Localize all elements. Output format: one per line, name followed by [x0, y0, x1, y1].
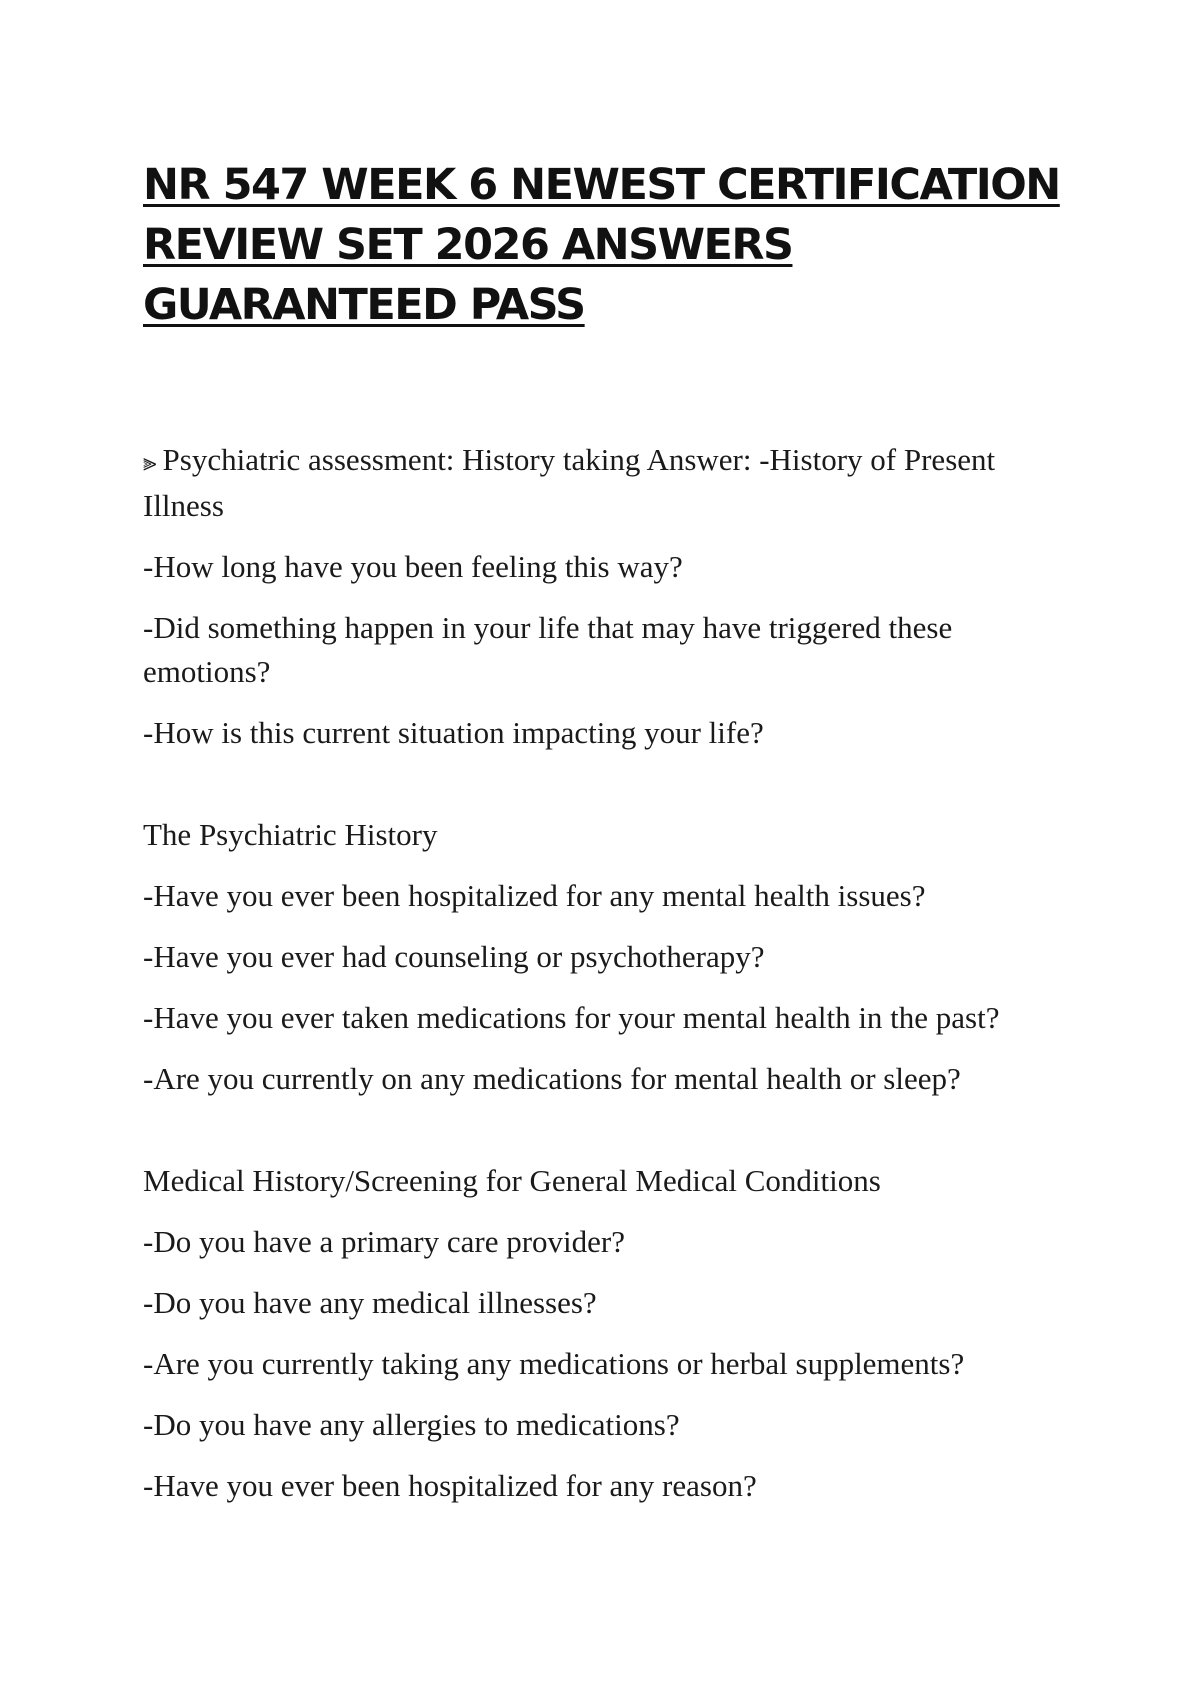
question-line: -Are you currently taking any medications or herbal supplements?	[143, 1346, 965, 1381]
question-line: -How long have you been feeling this way?	[143, 549, 683, 584]
section-heading-medical-history: Medical History/Screening for General Medical Conditions	[143, 1163, 881, 1198]
double-chevron-right-icon: ⫸	[143, 448, 157, 476]
question-line: -Have you ever had counseling or psychotherapy?	[143, 939, 765, 974]
question-line: -Do you have a primary care provider?	[143, 1224, 625, 1259]
question-line: -How is this current situation impacting your life?	[143, 715, 764, 750]
document-title: NR 547 WEEK 6 NEWEST CERTIFICATION REVIEW SET 2026 ANSWERS GUARANTEED PASS	[143, 160, 1060, 330]
intro-text: Psychiatric assessment: History taking Answer: -History of Present Illness	[143, 442, 996, 523]
question-line: -Are you currently on any medications for mental health or sleep?	[143, 1061, 961, 1096]
question-line: -Have you ever been hospitalized for any reason?	[143, 1468, 757, 1503]
question-line: -Did something happen in your life that may have triggered these emotions?	[143, 610, 953, 689]
intro-paragraph	[143, 438, 1063, 528]
question-line: -Do you have any allergies to medications?	[143, 1407, 680, 1442]
question-line: -Do you have any medical illnesses?	[143, 1285, 597, 1320]
document-body	[143, 438, 1063, 1525]
question-line: -Have you ever been hospitalized for any mental health issues?	[143, 878, 926, 913]
question-line: -Have you ever taken medications for your mental health in the past?	[143, 1000, 1000, 1035]
section-heading-psychiatric-history: The Psychiatric History	[143, 817, 438, 852]
